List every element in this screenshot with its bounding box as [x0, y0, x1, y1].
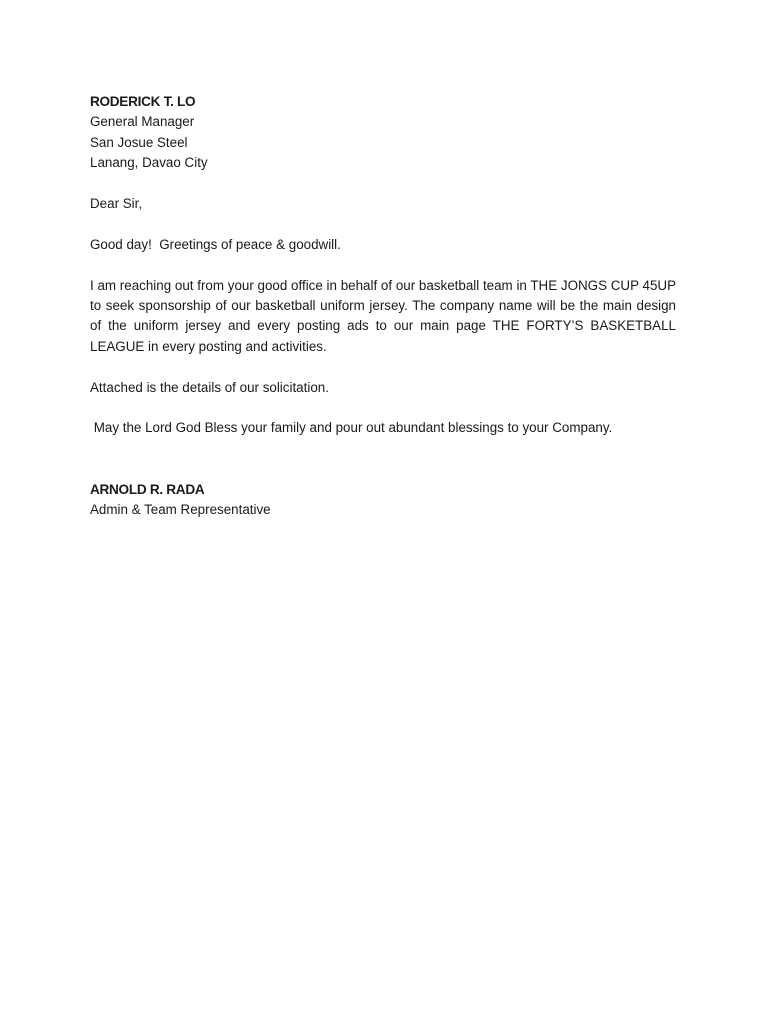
attachment-note: Attached is the details of our solicitation.	[90, 379, 329, 395]
recipient-address: Lanang, Davao City	[90, 155, 208, 171]
letter-body	[90, 92, 676, 520]
recipient-title: General Manager	[90, 114, 195, 130]
sender-name: ARNOLD R. RADA	[90, 481, 205, 497]
spacer	[90, 357, 676, 377]
spacer	[90, 214, 676, 234]
recipient-name: RODERICK T. LO	[90, 94, 196, 109]
greeting: Good day! Greetings of peace & goodwill.	[90, 236, 341, 252]
closing-blessing: May the Lord God Bless your family and pour out abundant blessings to your Company.	[90, 420, 613, 436]
recipient-company: San Josue Steel	[90, 134, 188, 150]
salutation: Dear Sir,	[90, 196, 143, 212]
spacer	[90, 439, 676, 480]
body-paragraph: I am reaching out from your good office in behalf of our basketball team in THE JONGS CUP 45UP to seek sponsorship of our basketball uniform jersey. The company name will be the main design of the uniform jersey and every posting ads to our main page THE FORTY’S BASKETBALL LEAGUE in every posting and activities.	[90, 277, 676, 354]
spacer	[90, 174, 676, 194]
spacer	[90, 255, 676, 275]
spacer	[90, 398, 676, 418]
sender-title: Admin & Team Representative	[90, 502, 271, 518]
